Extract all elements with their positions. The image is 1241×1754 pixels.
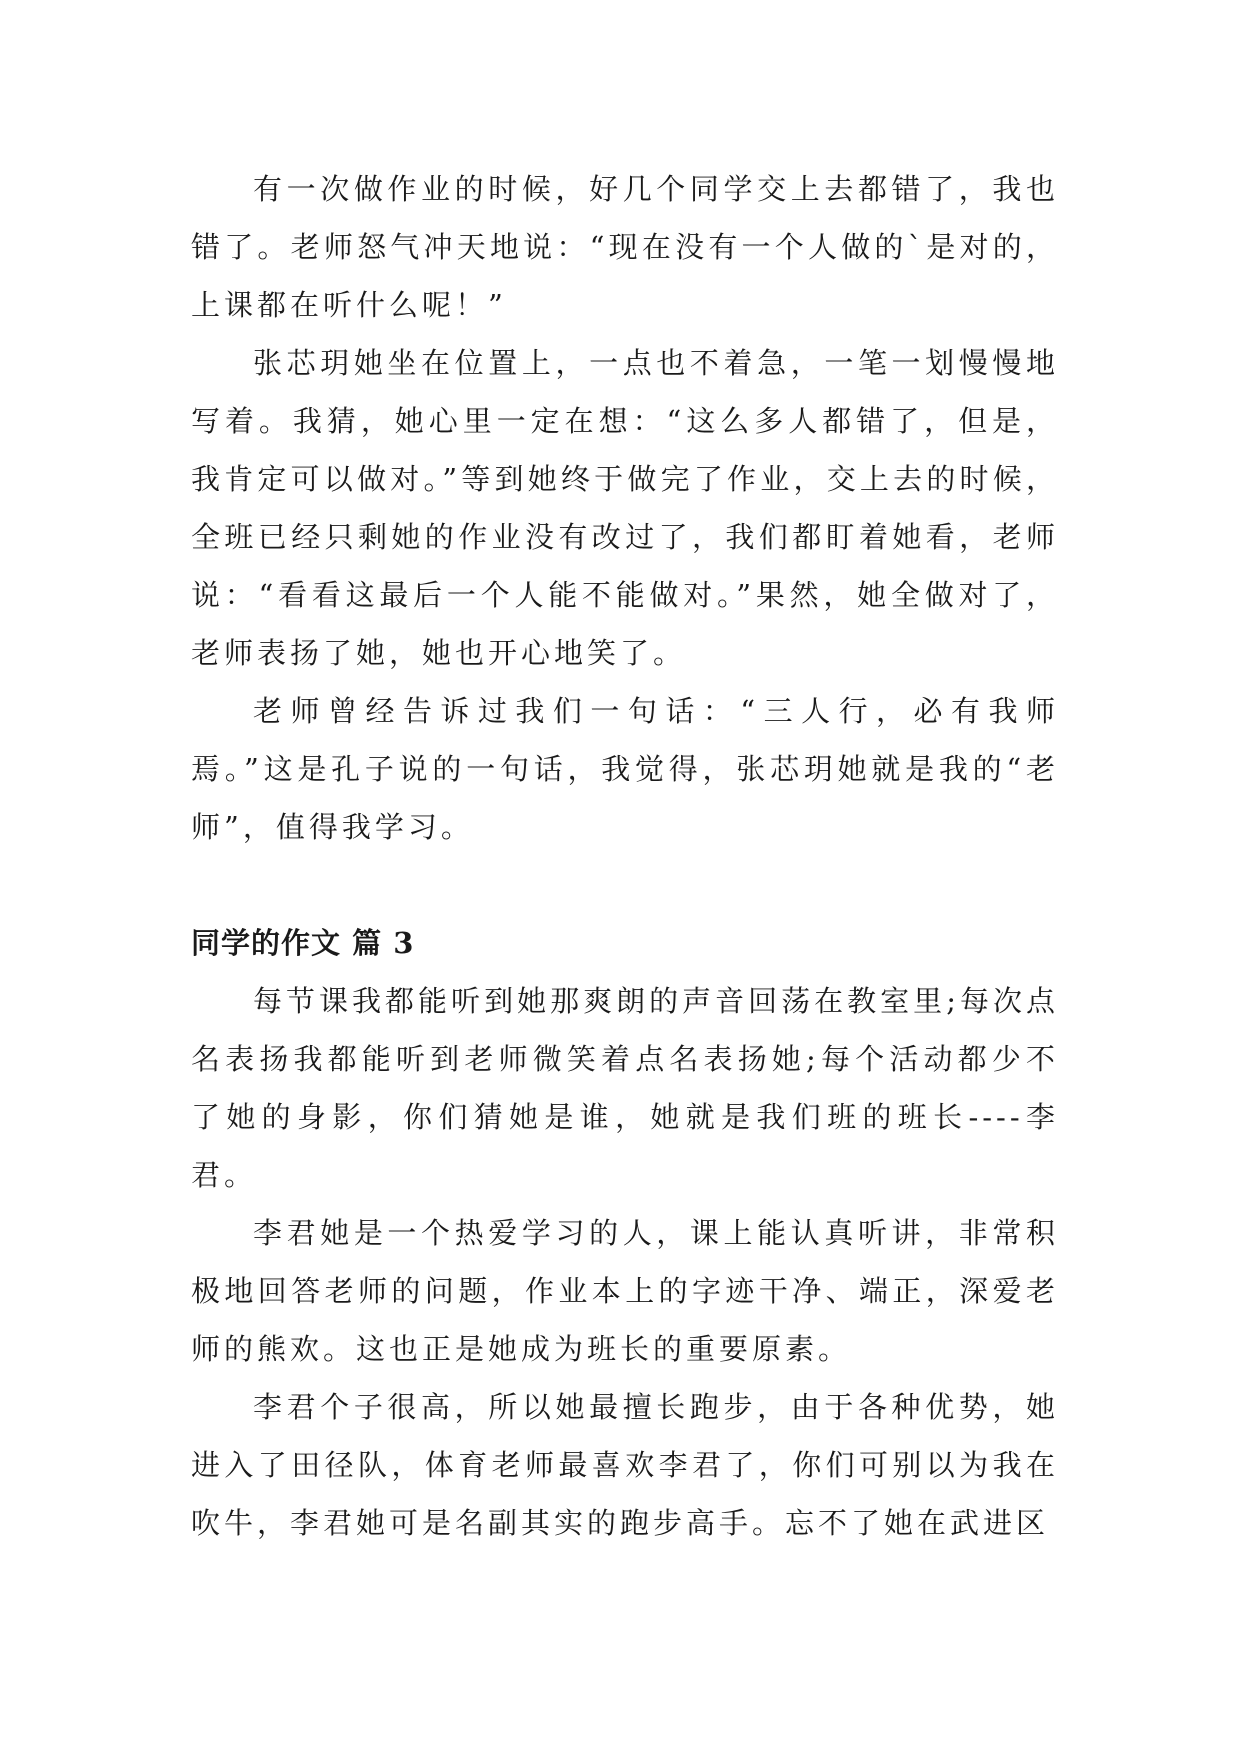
body-paragraph: 老师曾经告诉过我们一句话：“三人行，必有我师焉。”这是孔子说的一句话，我觉得，张芯玥她就是我的“老师”，值得我学习。	[191, 694, 1059, 844]
body-paragraph: 有一次做作业的时候，好几个同学交上去都错了，我也错了。老师怒气冲天地说：“现在没有一个人做的`是对的，上课都在听什么呢！”	[191, 172, 1059, 322]
section-title: 同学的作文 篇 3	[191, 926, 415, 960]
body-paragraph: 李君她是一个热爱学习的人，课上能认真听讲，非常积极地回答老师的问题，作业本上的字迹干净、端正，深爱老师的熊欢。这也正是她成为班长的重要原素。	[191, 1216, 1059, 1366]
body-paragraph: 李君个子很高，所以她最擅长跑步，由于各种优势，她进入了田径队，体育老师最喜欢李君了，你们可别以为我在吹牛，李君她可是名副其实的跑步高手。忘不了她在武进区	[191, 1390, 1059, 1540]
body-paragraph: 每节课我都能听到她那爽朗的声音回荡在教室里;每次点名表扬我都能听到老师微笑着点名表扬她;每个活动都少不了她的身影，你们猜她是谁，她就是我们班的班长----李君。	[191, 984, 1059, 1192]
document-page	[191, 160, 1059, 1552]
body-paragraph: 张芯玥她坐在位置上，一点也不着急，一笔一划慢慢地写着。我猜，她心里一定在想：“这么多人都错了，但是，我肯定可以做对。”等到她终于做完了作业，交上去的时候，全班已经只剩她的作业没有改过了，我们都盯着她看，老师说：“看看这最后一个人能不能做对。”果然，她全做对了，老师表扬了她，她也开心地笑了。	[191, 346, 1059, 670]
